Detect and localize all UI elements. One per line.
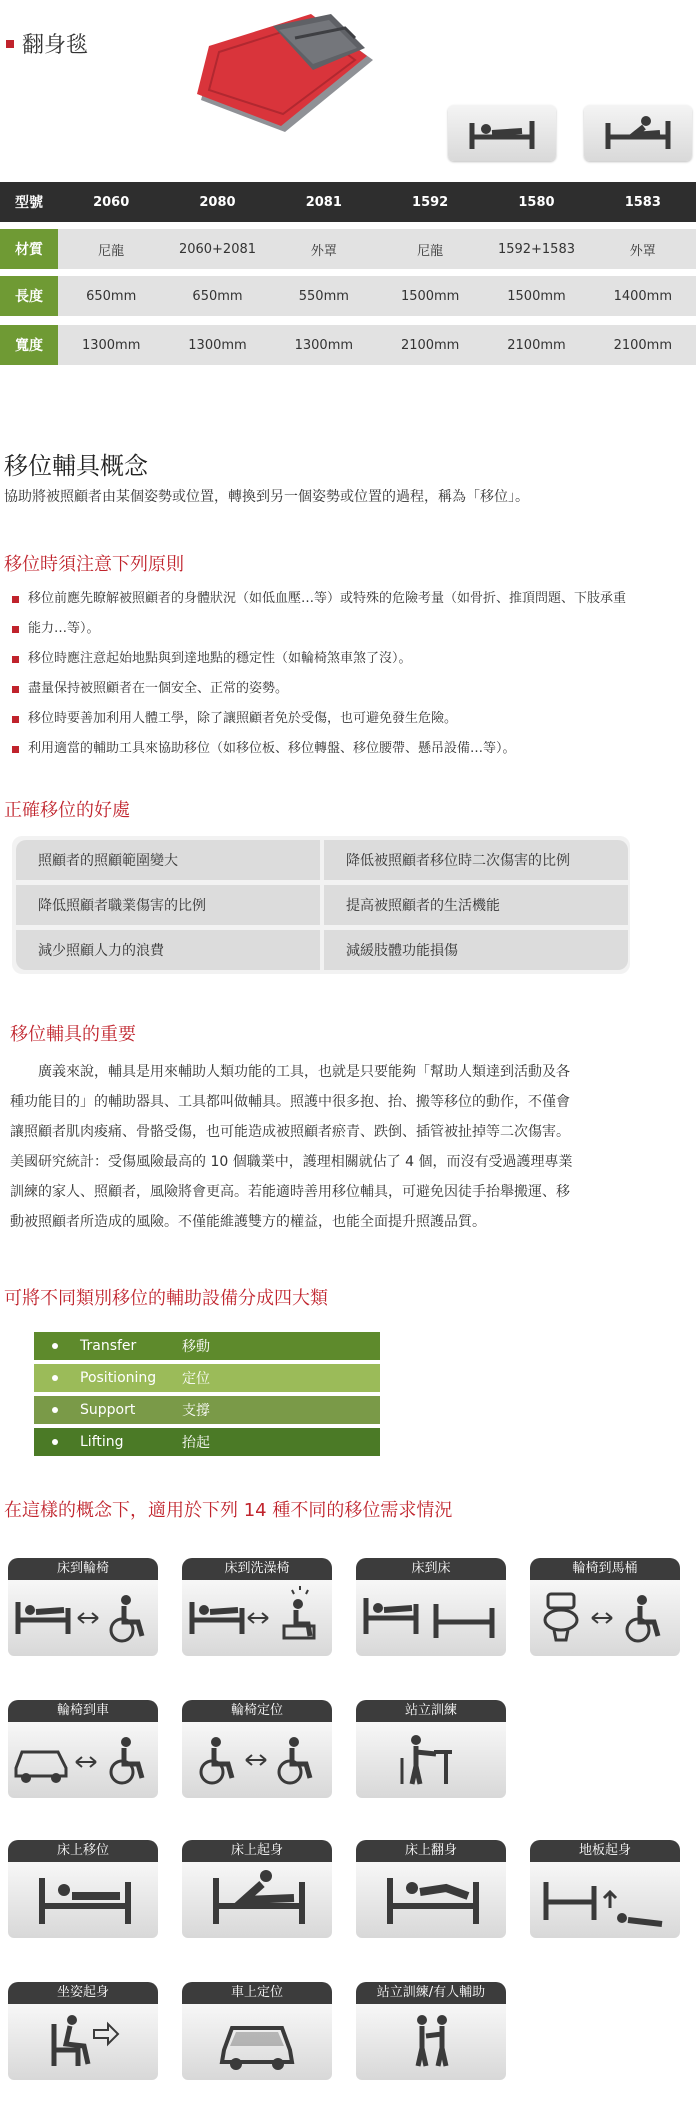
need-card-label: 站立訓練/有人輔助 bbox=[356, 1982, 506, 2004]
bullet-dot-icon bbox=[52, 1439, 58, 1445]
importance-line: 訓練的家人、照顧者，風險將會更高。若能適時善用移位輔具，可避免因徒手抬舉搬運、移 bbox=[10, 1184, 570, 1200]
principle-item-continued: 能力…等）。 bbox=[10, 614, 686, 644]
need-card-label: 床上起身 bbox=[182, 1840, 332, 1862]
spec-cell: 尼龍 bbox=[417, 243, 444, 259]
sit-to-stand-icon bbox=[8, 2004, 158, 2080]
spec-cell: 1500mm bbox=[507, 288, 566, 304]
need-card-bed-to-bed bbox=[356, 1558, 506, 1656]
need-card-sit-to-stand bbox=[8, 1982, 158, 2080]
importance-line: 美國研究統計：受傷風險最高的 10 個職業中，護理相關就佔了 4 個，而沒有受過護理專業 bbox=[10, 1154, 573, 1170]
bed-transfer-thumbnail-1[interactable] bbox=[448, 105, 556, 161]
car-positioning-icon bbox=[182, 2004, 332, 2080]
need-card-wheelchair-positioning bbox=[182, 1700, 332, 1798]
need-card-in-bed-transfer bbox=[8, 1840, 158, 1938]
importance-line: 動被照顧者所造成的風險。不僅能維護雙方的權益，也能全面提升照護品質。 bbox=[10, 1214, 486, 1230]
benefit-item: 照顧者的照顧範圍變大 bbox=[16, 840, 320, 880]
concept-heading: 移位輔具概念 bbox=[4, 452, 148, 480]
benefit-item: 減緩肢體功能損傷 bbox=[324, 930, 628, 970]
model-cell: 2080 bbox=[199, 194, 236, 210]
model-cell: 1583 bbox=[624, 194, 661, 210]
spec-cell: 外罩 bbox=[310, 243, 337, 259]
need-card-label: 坐姿起身 bbox=[8, 1982, 158, 2004]
need-card-assisted-standing bbox=[356, 1982, 506, 2080]
need-card-label: 站立訓練 bbox=[356, 1700, 506, 1722]
spec-cell: 650mm bbox=[86, 288, 137, 304]
need-card-standing-training bbox=[356, 1700, 506, 1798]
spec-table-length-row bbox=[0, 276, 696, 316]
spec-table-width-row bbox=[0, 325, 696, 365]
benefit-item: 提高被照顧者的生活機能 bbox=[324, 885, 628, 925]
need-card-label: 車上定位 bbox=[182, 1982, 332, 2004]
benefit-item: 減少照顧人力的浪費 bbox=[16, 930, 320, 970]
category-lifting: Lifting 抬起 bbox=[34, 1428, 380, 1456]
principle-item: 盡量保持被照顧者在一個安全、正常的姿勢。 bbox=[10, 674, 686, 704]
bed-to-bed-icon bbox=[356, 1580, 506, 1656]
wheelchair-to-toilet-icon bbox=[530, 1580, 680, 1656]
spec-cell: 外罩 bbox=[629, 243, 656, 259]
principles-list bbox=[10, 584, 686, 764]
in-bed-transfer-icon bbox=[8, 1862, 158, 1938]
need-card-sit-up-in-bed bbox=[182, 1840, 332, 1938]
standing-training-icon bbox=[356, 1722, 506, 1798]
importance-paragraph bbox=[10, 1057, 686, 1237]
bed-to-shower-chair-icon bbox=[182, 1580, 332, 1656]
need-card-label: 床到輪椅 bbox=[8, 1558, 158, 1580]
spec-cell: 1500mm bbox=[400, 288, 460, 304]
category-transfer: Transfer 移動 bbox=[34, 1332, 380, 1360]
need-card-car-positioning bbox=[182, 1982, 332, 2080]
need-card-turn-over-in-bed bbox=[356, 1840, 506, 1938]
spec-table-material-row bbox=[0, 229, 696, 269]
need-card-bed-to-shower-chair bbox=[182, 1558, 332, 1656]
spec-table-header-label: 型號 bbox=[0, 182, 58, 222]
need-card-label: 輪椅到馬桶 bbox=[530, 1558, 680, 1580]
spec-cell: 1300mm bbox=[81, 337, 141, 353]
spec-cell: 2100mm bbox=[507, 337, 566, 353]
spec-cell: 1400mm bbox=[613, 288, 673, 304]
need-card-label: 床到床 bbox=[356, 1558, 506, 1580]
importance-line: 廣義來說，輔具是用來輔助人類功能的工具，也就是只要能夠「幫助人類達到活動及各 bbox=[10, 1064, 570, 1080]
importance-heading: 移位輔具的重要 bbox=[10, 1024, 136, 1045]
model-cell: 1592 bbox=[412, 194, 449, 210]
product-title-text: 翻身毯 bbox=[22, 33, 89, 58]
bullet-dot-icon bbox=[52, 1343, 58, 1349]
row-label: 寬度 bbox=[0, 325, 58, 365]
need-card-label: 地板起身 bbox=[530, 1840, 680, 1862]
model-cell: 2060 bbox=[93, 194, 130, 210]
need-card-label: 床上翻身 bbox=[356, 1840, 506, 1862]
need-card-wheelchair-to-car bbox=[8, 1700, 158, 1798]
spec-cell: 2100mm bbox=[400, 337, 460, 353]
need-card-label: 輪椅到車 bbox=[8, 1700, 158, 1722]
benefit-item: 降低照顧者職業傷害的比例 bbox=[16, 885, 320, 925]
product-title bbox=[6, 28, 88, 59]
spec-cell: 2060+2081 bbox=[178, 241, 257, 257]
sit-up-in-bed-icon bbox=[182, 1862, 332, 1938]
need-card-label: 輪椅定位 bbox=[182, 1700, 332, 1722]
model-cell: 2081 bbox=[305, 194, 342, 210]
categories-heading: 可將不同類別移位的輔助設備分成四大類 bbox=[4, 1288, 328, 1309]
title-bullet-icon bbox=[6, 40, 14, 48]
category-support: Support 支撐 bbox=[34, 1396, 380, 1424]
turn-over-in-bed-icon bbox=[356, 1862, 506, 1938]
spec-cell: 1592+1583 bbox=[497, 241, 575, 257]
principle-item: 移位時要善加利用人體工學，除了讓照顧者免於受傷，也可避免發生危險。 bbox=[10, 704, 686, 734]
principles-heading: 移位時須注意下列原則 bbox=[4, 554, 184, 575]
benefits-heading: 正確移位的好處 bbox=[4, 800, 130, 821]
need-card-wheelchair-to-toilet bbox=[530, 1558, 680, 1656]
spec-cell: 550mm bbox=[298, 288, 349, 304]
bullet-dot-icon bbox=[52, 1375, 58, 1381]
importance-line: 讓照顧者肌肉痠痛、骨骼受傷，也可能造成被照顧者瘀青、跌倒、插管被扯掉等二次傷害。 bbox=[10, 1124, 570, 1140]
needs-heading: 在這樣的概念下，適用於下列 14 種不同的移位需求情況 bbox=[4, 1500, 453, 1521]
spec-cell: 650mm bbox=[192, 288, 243, 304]
row-label: 長度 bbox=[0, 276, 58, 316]
assisted-standing-icon bbox=[356, 2004, 506, 2080]
bed-to-wheelchair-icon bbox=[8, 1580, 158, 1656]
spec-cell: 1300mm bbox=[188, 337, 247, 353]
importance-line: 種功能目的」的輔助器具、工具都叫做輔具。照護中很多抱、抬、搬等移位的動作，不僅會 bbox=[10, 1094, 570, 1110]
row-label: 材質 bbox=[0, 229, 58, 269]
transfer-blanket-photo bbox=[195, 8, 375, 136]
spec-table-model-row bbox=[0, 182, 696, 222]
spec-cell: 2100mm bbox=[613, 337, 673, 353]
benefit-item: 降低被照顧者移位時二次傷害的比例 bbox=[324, 840, 628, 880]
spec-cell: 尼龍 bbox=[98, 243, 125, 259]
principle-item: 移位時應注意起始地點與到達地點的穩定性（如輪椅煞車煞了沒）。 bbox=[10, 644, 686, 674]
wheelchair-to-car-icon bbox=[8, 1722, 158, 1798]
principle-item: 移位前應先瞭解被照顧者的身體狀況（如低血壓…等）或特殊的危險考量（如骨折、推頂問題、下肢承重 bbox=[10, 584, 686, 614]
spec-cell: 1300mm bbox=[294, 337, 354, 353]
category-positioning: Positioning 定位 bbox=[34, 1364, 380, 1392]
bed-transfer-thumbnail-2[interactable] bbox=[584, 105, 692, 161]
principle-item: 利用適當的輔助工具來協助移位（如移位板、移位轉盤、移位腰帶、懸吊設備…等）。 bbox=[10, 734, 686, 764]
model-cell: 1580 bbox=[518, 194, 555, 210]
need-card-label: 床到洗澡椅 bbox=[182, 1558, 332, 1580]
need-card-label: 床上移位 bbox=[8, 1840, 158, 1862]
floor-rise-icon bbox=[530, 1862, 680, 1938]
need-card-floor-rise bbox=[530, 1840, 680, 1938]
concept-text: 協助將被照顧者由某個姿勢或位置，轉換到另一個姿勢或位置的過程，稱為「移位」。 bbox=[4, 489, 529, 505]
need-card-bed-to-wheelchair bbox=[8, 1558, 158, 1656]
bullet-dot-icon bbox=[52, 1407, 58, 1413]
wheelchair-positioning-icon bbox=[182, 1722, 332, 1798]
